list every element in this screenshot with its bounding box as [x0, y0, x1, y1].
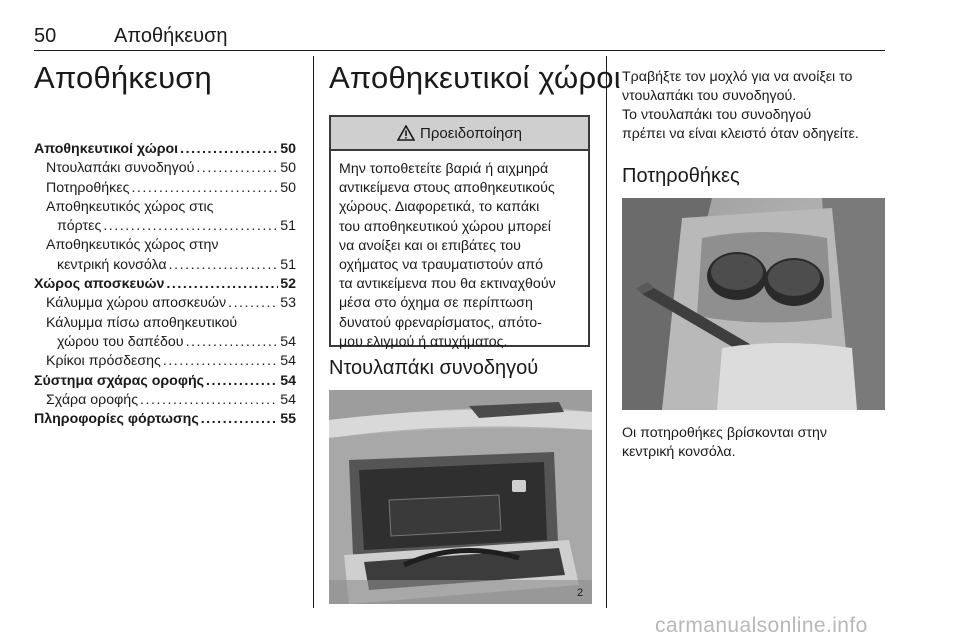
toc-entry[interactable]	[34, 141, 296, 160]
toc-page-number: 54	[280, 333, 296, 350]
toc-leader-dots	[163, 353, 278, 369]
warning-line: μου ελιγμού ή ατυχήματος.	[339, 333, 508, 350]
section-title-glovebox: Ντουλαπάκι συνοδηγού	[329, 357, 539, 379]
toc-page-number: 54	[280, 372, 296, 389]
section-title-cupholders: Ποτηροθήκες	[622, 165, 740, 187]
toc-page-number: 52	[280, 276, 296, 293]
toc-page-number: 51	[280, 218, 296, 235]
toc-entry-label: Πληροφορίες φόρτωσης	[34, 411, 199, 428]
table-of-contents	[34, 141, 296, 430]
glovebox-closed-text	[622, 106, 859, 145]
glovebox-open-text	[622, 68, 852, 107]
toc-entry-label: Αποθηκευτικοί χώροι	[34, 141, 179, 157]
toc-page-number: 51	[280, 256, 296, 273]
toc-leader-dots	[169, 257, 279, 273]
toc-leader-dots	[180, 141, 278, 157]
running-title: Αποθήκευση	[114, 25, 228, 47]
toc-entry[interactable]	[34, 160, 296, 179]
page-number: 50	[34, 25, 57, 47]
cupholder-caption	[622, 424, 827, 463]
warning-line: του αποθηκευτικού χώρου μπορεί	[339, 218, 551, 235]
warning-line: αντικείμενα στους αποθηκευτικούς	[339, 180, 555, 197]
toc-leader-dots	[186, 334, 279, 350]
warning-header	[331, 117, 588, 151]
warning-line: οχήματος να τραυματιστούν από	[339, 257, 544, 274]
warning-line: δυνατού φρεναρίσματος, απότο-	[339, 314, 542, 331]
warning-heading: Προειδοποίηση	[420, 124, 522, 142]
toc-entry-label: Αποθηκευτικός χώρος στις	[46, 198, 214, 215]
toc-entry-label: Αποθηκευτικός χώρος στην	[46, 237, 219, 254]
photo-code: 2	[577, 587, 584, 599]
text-line: ντουλαπάκι του συνοδηγού.	[622, 88, 797, 105]
toc-entry[interactable]	[34, 334, 296, 353]
warning-box	[329, 115, 590, 350]
header-rule	[34, 50, 885, 51]
toc-leader-dots	[206, 373, 278, 389]
glovebox-photo	[329, 390, 592, 604]
toc-entry-label: Κάλυμμα χώρου αποσκευών	[46, 295, 227, 312]
page-header	[34, 8, 885, 48]
text-line: Τραβήξτε τον μοχλό για να ανοίξει το	[622, 69, 853, 85]
toc-entry[interactable]	[34, 218, 296, 237]
toc-entry-label: Ντουλαπάκι συνοδηγού	[46, 160, 195, 177]
cupholder-photo	[622, 198, 885, 410]
toc-leader-dots	[166, 276, 278, 292]
toc-entry-label: Σχάρα οροφής	[46, 391, 139, 408]
column-divider-2	[606, 56, 607, 608]
toc-leader-dots	[196, 160, 278, 176]
toc-entry[interactable]	[34, 257, 296, 276]
toc-page-number: 50	[280, 160, 296, 177]
toc-leader-dots	[140, 392, 278, 408]
warning-line: τα αντικείμενα που θα εκτιναχθούν	[339, 276, 556, 293]
text-line: πρέπει να είναι κλειστό όταν οδηγείτε.	[622, 126, 859, 143]
toc-entry[interactable]	[34, 353, 296, 372]
warning-line: χώρους. Διαφορετικά, το καπάκι	[339, 199, 540, 216]
toc-page-number: 50	[280, 179, 296, 196]
watermark: carmanualsonline.info	[655, 614, 868, 637]
toc-page-number: 54	[280, 353, 296, 370]
toc-entry-label: Κρίκοι πρόσδεσης	[46, 353, 161, 370]
toc-leader-dots	[228, 295, 278, 311]
text-line: Το ντουλαπάκι του συνοδηγού	[622, 107, 812, 123]
toc-entry[interactable]	[34, 411, 296, 430]
warning-triangle-icon	[397, 125, 415, 141]
text-line: Οι ποτηροθήκες βρίσκονται στην	[622, 425, 827, 441]
toc-page-number: 53	[280, 295, 296, 312]
toc-entry-label: πόρτες	[57, 218, 102, 235]
toc-page-number: 50	[280, 141, 296, 157]
warning-text	[331, 151, 588, 352]
toc-page-number: 55	[280, 411, 296, 428]
toc-entry[interactable]	[34, 392, 296, 411]
toc-entry[interactable]	[34, 276, 296, 295]
toc-leader-dots	[131, 180, 278, 196]
toc-entry-label: Χώρος αποσκευών	[34, 276, 165, 293]
toc-entry[interactable]	[34, 373, 296, 392]
toc-entry-label: χώρου του δαπέδου	[57, 333, 184, 350]
warning-line: Μην τοποθετείτε βαριά ή αιχμηρά	[339, 161, 549, 177]
section-title-storage: Αποθηκευτικοί χώροι	[329, 60, 621, 95]
warning-line: να ανοίξει και οι επιβάτες του	[339, 237, 521, 254]
text-line: κεντρική κονσόλα.	[622, 444, 736, 461]
warning-line: μέσα στο όχημα σε περίπτωση	[339, 295, 533, 312]
toc-entry-label: Ποτηροθήκες	[46, 179, 130, 196]
toc-leader-dots	[201, 411, 279, 427]
column-divider-1	[313, 56, 314, 608]
toc-entry-label: Κάλυμμα πίσω αποθηκευτικού	[46, 314, 238, 331]
toc-entry-label: κεντρική κονσόλα	[57, 256, 167, 273]
toc-entry-label: Σύστημα σχάρας οροφής	[34, 372, 205, 389]
toc-leader-dots	[103, 218, 278, 234]
toc-entry[interactable]	[34, 180, 296, 199]
toc-page-number: 54	[280, 391, 296, 408]
toc-entry[interactable]	[34, 295, 296, 314]
chapter-title: Αποθήκευση	[34, 60, 212, 95]
